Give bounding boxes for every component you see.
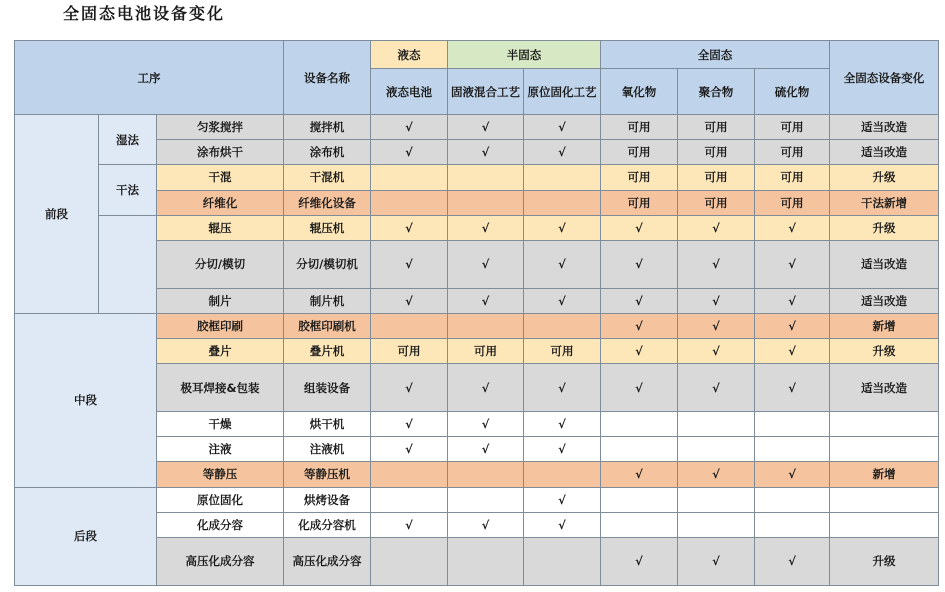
cell-sulfide xyxy=(755,487,830,512)
process-step: 分切/模切 xyxy=(157,240,284,288)
cell-change: 新增 xyxy=(830,462,939,487)
equipment-name: 叠片机 xyxy=(284,339,371,364)
cell-in-situ-cure xyxy=(524,165,601,190)
process-step: 涂布烘干 xyxy=(157,140,284,165)
cell-oxide: √ xyxy=(601,288,678,313)
cell-change: 适当改造 xyxy=(830,364,939,412)
header-process: 工序 xyxy=(15,41,284,115)
header-equipment-change: 全固态设备变化 xyxy=(830,41,939,115)
equipment-name: 化成分容机 xyxy=(284,512,371,537)
cell-solid-liquid-mix: √ xyxy=(448,364,524,412)
cell-in-situ-cure: √ xyxy=(524,512,601,537)
process-step: 制片 xyxy=(157,288,284,313)
process-step: 匀浆搅拌 xyxy=(157,115,284,140)
cell-polymer: √ xyxy=(678,288,755,313)
cell-in-situ-cure: √ xyxy=(524,487,601,512)
header-semi-solid-group: 半固态 xyxy=(448,41,601,69)
stage-front-label: 前段 xyxy=(15,115,99,314)
cell-liquid-battery: √ xyxy=(371,140,448,165)
substage-dry-label: 干法 xyxy=(99,165,157,215)
process-step: 纤维化 xyxy=(157,190,284,215)
cell-sulfide: √ xyxy=(755,240,830,288)
cell-sulfide: √ xyxy=(755,313,830,338)
cell-polymer: √ xyxy=(678,537,755,585)
process-step: 干混 xyxy=(157,165,284,190)
cell-in-situ-cure xyxy=(524,537,601,585)
cell-change: 升级 xyxy=(830,165,939,190)
cell-oxide xyxy=(601,437,678,462)
cell-sulfide: 可用 xyxy=(755,190,830,215)
equipment-name: 搅拌机 xyxy=(284,115,371,140)
table-row xyxy=(15,165,939,190)
cell-polymer xyxy=(678,512,755,537)
process-step: 原位固化 xyxy=(157,487,284,512)
cell-in-situ-cure: 可用 xyxy=(524,339,601,364)
cell-change xyxy=(830,412,939,437)
cell-in-situ-cure: √ xyxy=(524,437,601,462)
cell-change: 升级 xyxy=(830,215,939,240)
cell-oxide: √ xyxy=(601,240,678,288)
process-step: 注液 xyxy=(157,437,284,462)
header-solid-liquid-mix: 固液混合工艺 xyxy=(448,69,524,115)
cell-sulfide: 可用 xyxy=(755,165,830,190)
cell-polymer: √ xyxy=(678,339,755,364)
cell-in-situ-cure: √ xyxy=(524,412,601,437)
cell-polymer xyxy=(678,437,755,462)
substage-blank xyxy=(99,215,157,313)
cell-sulfide: √ xyxy=(755,288,830,313)
equipment-name: 辊压机 xyxy=(284,215,371,240)
cell-change: 升级 xyxy=(830,339,939,364)
cell-change xyxy=(830,512,939,537)
equipment-name: 等静压机 xyxy=(284,462,371,487)
cell-in-situ-cure: √ xyxy=(524,364,601,412)
cell-liquid-battery: √ xyxy=(371,115,448,140)
cell-oxide: 可用 xyxy=(601,190,678,215)
cell-liquid-battery: √ xyxy=(371,364,448,412)
cell-oxide xyxy=(601,487,678,512)
cell-solid-liquid-mix: √ xyxy=(448,140,524,165)
cell-change xyxy=(830,437,939,462)
cell-solid-liquid-mix: √ xyxy=(448,512,524,537)
cell-change: 适当改造 xyxy=(830,240,939,288)
cell-polymer: 可用 xyxy=(678,115,755,140)
cell-sulfide: √ xyxy=(755,215,830,240)
cell-polymer: 可用 xyxy=(678,190,755,215)
cell-solid-liquid-mix: √ xyxy=(448,412,524,437)
table-row xyxy=(15,215,939,240)
cell-solid-liquid-mix xyxy=(448,537,524,585)
process-step: 辊压 xyxy=(157,215,284,240)
cell-sulfide: √ xyxy=(755,339,830,364)
cell-oxide: √ xyxy=(601,313,678,338)
cell-solid-liquid-mix: √ xyxy=(448,215,524,240)
cell-sulfide: √ xyxy=(755,537,830,585)
cell-in-situ-cure: √ xyxy=(524,240,601,288)
process-step: 高压化成分容 xyxy=(157,537,284,585)
cell-liquid-battery: √ xyxy=(371,240,448,288)
cell-oxide: 可用 xyxy=(601,140,678,165)
substage-wet-label: 湿法 xyxy=(99,115,157,165)
cell-liquid-battery: √ xyxy=(371,512,448,537)
equipment-name: 烘烤设备 xyxy=(284,487,371,512)
cell-liquid-battery xyxy=(371,487,448,512)
cell-in-situ-cure: √ xyxy=(524,215,601,240)
header-equipment: 设备名称 xyxy=(284,41,371,115)
equipment-name: 组装设备 xyxy=(284,364,371,412)
equipment-name: 注液机 xyxy=(284,437,371,462)
cell-sulfide: √ xyxy=(755,462,830,487)
equipment-name: 制片机 xyxy=(284,288,371,313)
cell-in-situ-cure: √ xyxy=(524,115,601,140)
cell-solid-liquid-mix xyxy=(448,313,524,338)
cell-polymer: 可用 xyxy=(678,165,755,190)
stage-middle-label: 中段 xyxy=(15,313,157,487)
process-step: 叠片 xyxy=(157,339,284,364)
cell-solid-liquid-mix xyxy=(448,487,524,512)
cell-solid-liquid-mix xyxy=(448,165,524,190)
stage-back-label: 后段 xyxy=(15,487,157,586)
cell-sulfide: 可用 xyxy=(755,140,830,165)
cell-change: 适当改造 xyxy=(830,140,939,165)
cell-change: 升级 xyxy=(830,537,939,585)
cell-sulfide xyxy=(755,412,830,437)
equipment-name: 烘干机 xyxy=(284,412,371,437)
header-oxide: 氧化物 xyxy=(601,69,678,115)
table-row xyxy=(15,313,939,338)
equipment-name: 干混机 xyxy=(284,165,371,190)
process-step: 极耳焊接&包装 xyxy=(157,364,284,412)
cell-oxide: √ xyxy=(601,462,678,487)
process-step: 化成分容 xyxy=(157,512,284,537)
cell-liquid-battery xyxy=(371,165,448,190)
equipment-comparison-table xyxy=(14,40,939,586)
table-row xyxy=(15,487,939,512)
cell-oxide xyxy=(601,512,678,537)
header-polymer: 聚合物 xyxy=(678,69,755,115)
cell-solid-liquid-mix: √ xyxy=(448,115,524,140)
equipment-name: 分切/模切机 xyxy=(284,240,371,288)
cell-solid-liquid-mix: √ xyxy=(448,288,524,313)
cell-polymer: √ xyxy=(678,240,755,288)
cell-liquid-battery xyxy=(371,313,448,338)
cell-solid-liquid-mix: √ xyxy=(448,240,524,288)
cell-oxide: 可用 xyxy=(601,115,678,140)
cell-liquid-battery: √ xyxy=(371,412,448,437)
cell-polymer: √ xyxy=(678,215,755,240)
cell-liquid-battery xyxy=(371,462,448,487)
equipment-name: 涂布机 xyxy=(284,140,371,165)
cell-liquid-battery xyxy=(371,190,448,215)
cell-sulfide: √ xyxy=(755,364,830,412)
cell-liquid-battery: √ xyxy=(371,215,448,240)
process-step: 等静压 xyxy=(157,462,284,487)
header-all-solid-group: 全固态 xyxy=(601,41,830,69)
cell-liquid-battery xyxy=(371,537,448,585)
cell-oxide xyxy=(601,412,678,437)
cell-liquid-battery: 可用 xyxy=(371,339,448,364)
cell-sulfide: 可用 xyxy=(755,115,830,140)
cell-change: 干法新增 xyxy=(830,190,939,215)
cell-polymer: √ xyxy=(678,313,755,338)
process-step: 胶框印刷 xyxy=(157,313,284,338)
equipment-name: 高压化成分容 xyxy=(284,537,371,585)
cell-sulfide xyxy=(755,512,830,537)
cell-polymer: √ xyxy=(678,462,755,487)
cell-polymer: 可用 xyxy=(678,140,755,165)
cell-oxide: √ xyxy=(601,215,678,240)
equipment-name: 胶框印刷机 xyxy=(284,313,371,338)
cell-change: 适当改造 xyxy=(830,115,939,140)
cell-liquid-battery: √ xyxy=(371,437,448,462)
cell-solid-liquid-mix xyxy=(448,190,524,215)
process-step: 干燥 xyxy=(157,412,284,437)
cell-solid-liquid-mix: 可用 xyxy=(448,339,524,364)
cell-oxide: √ xyxy=(601,537,678,585)
cell-change: 适当改造 xyxy=(830,288,939,313)
equipment-name: 纤维化设备 xyxy=(284,190,371,215)
page-title: 全固态电池设备变化 xyxy=(63,4,226,23)
cell-polymer xyxy=(678,487,755,512)
header-liquid-battery: 液态电池 xyxy=(371,69,448,115)
cell-change: 新增 xyxy=(830,313,939,338)
cell-in-situ-cure xyxy=(524,190,601,215)
header-in-situ-cure: 原位固化工艺 xyxy=(524,69,601,115)
header-liquid-group: 液态 xyxy=(371,41,448,69)
header-sulfide: 硫化物 xyxy=(755,69,830,115)
cell-oxide: √ xyxy=(601,339,678,364)
cell-polymer: √ xyxy=(678,364,755,412)
cell-solid-liquid-mix xyxy=(448,462,524,487)
table-row xyxy=(15,115,939,140)
cell-oxide: 可用 xyxy=(601,165,678,190)
cell-in-situ-cure: √ xyxy=(524,288,601,313)
cell-in-situ-cure: √ xyxy=(524,140,601,165)
cell-in-situ-cure xyxy=(524,462,601,487)
cell-oxide: √ xyxy=(601,364,678,412)
cell-sulfide xyxy=(755,437,830,462)
cell-change xyxy=(830,487,939,512)
cell-in-situ-cure xyxy=(524,313,601,338)
cell-polymer xyxy=(678,412,755,437)
cell-solid-liquid-mix: √ xyxy=(448,437,524,462)
cell-liquid-battery: √ xyxy=(371,288,448,313)
